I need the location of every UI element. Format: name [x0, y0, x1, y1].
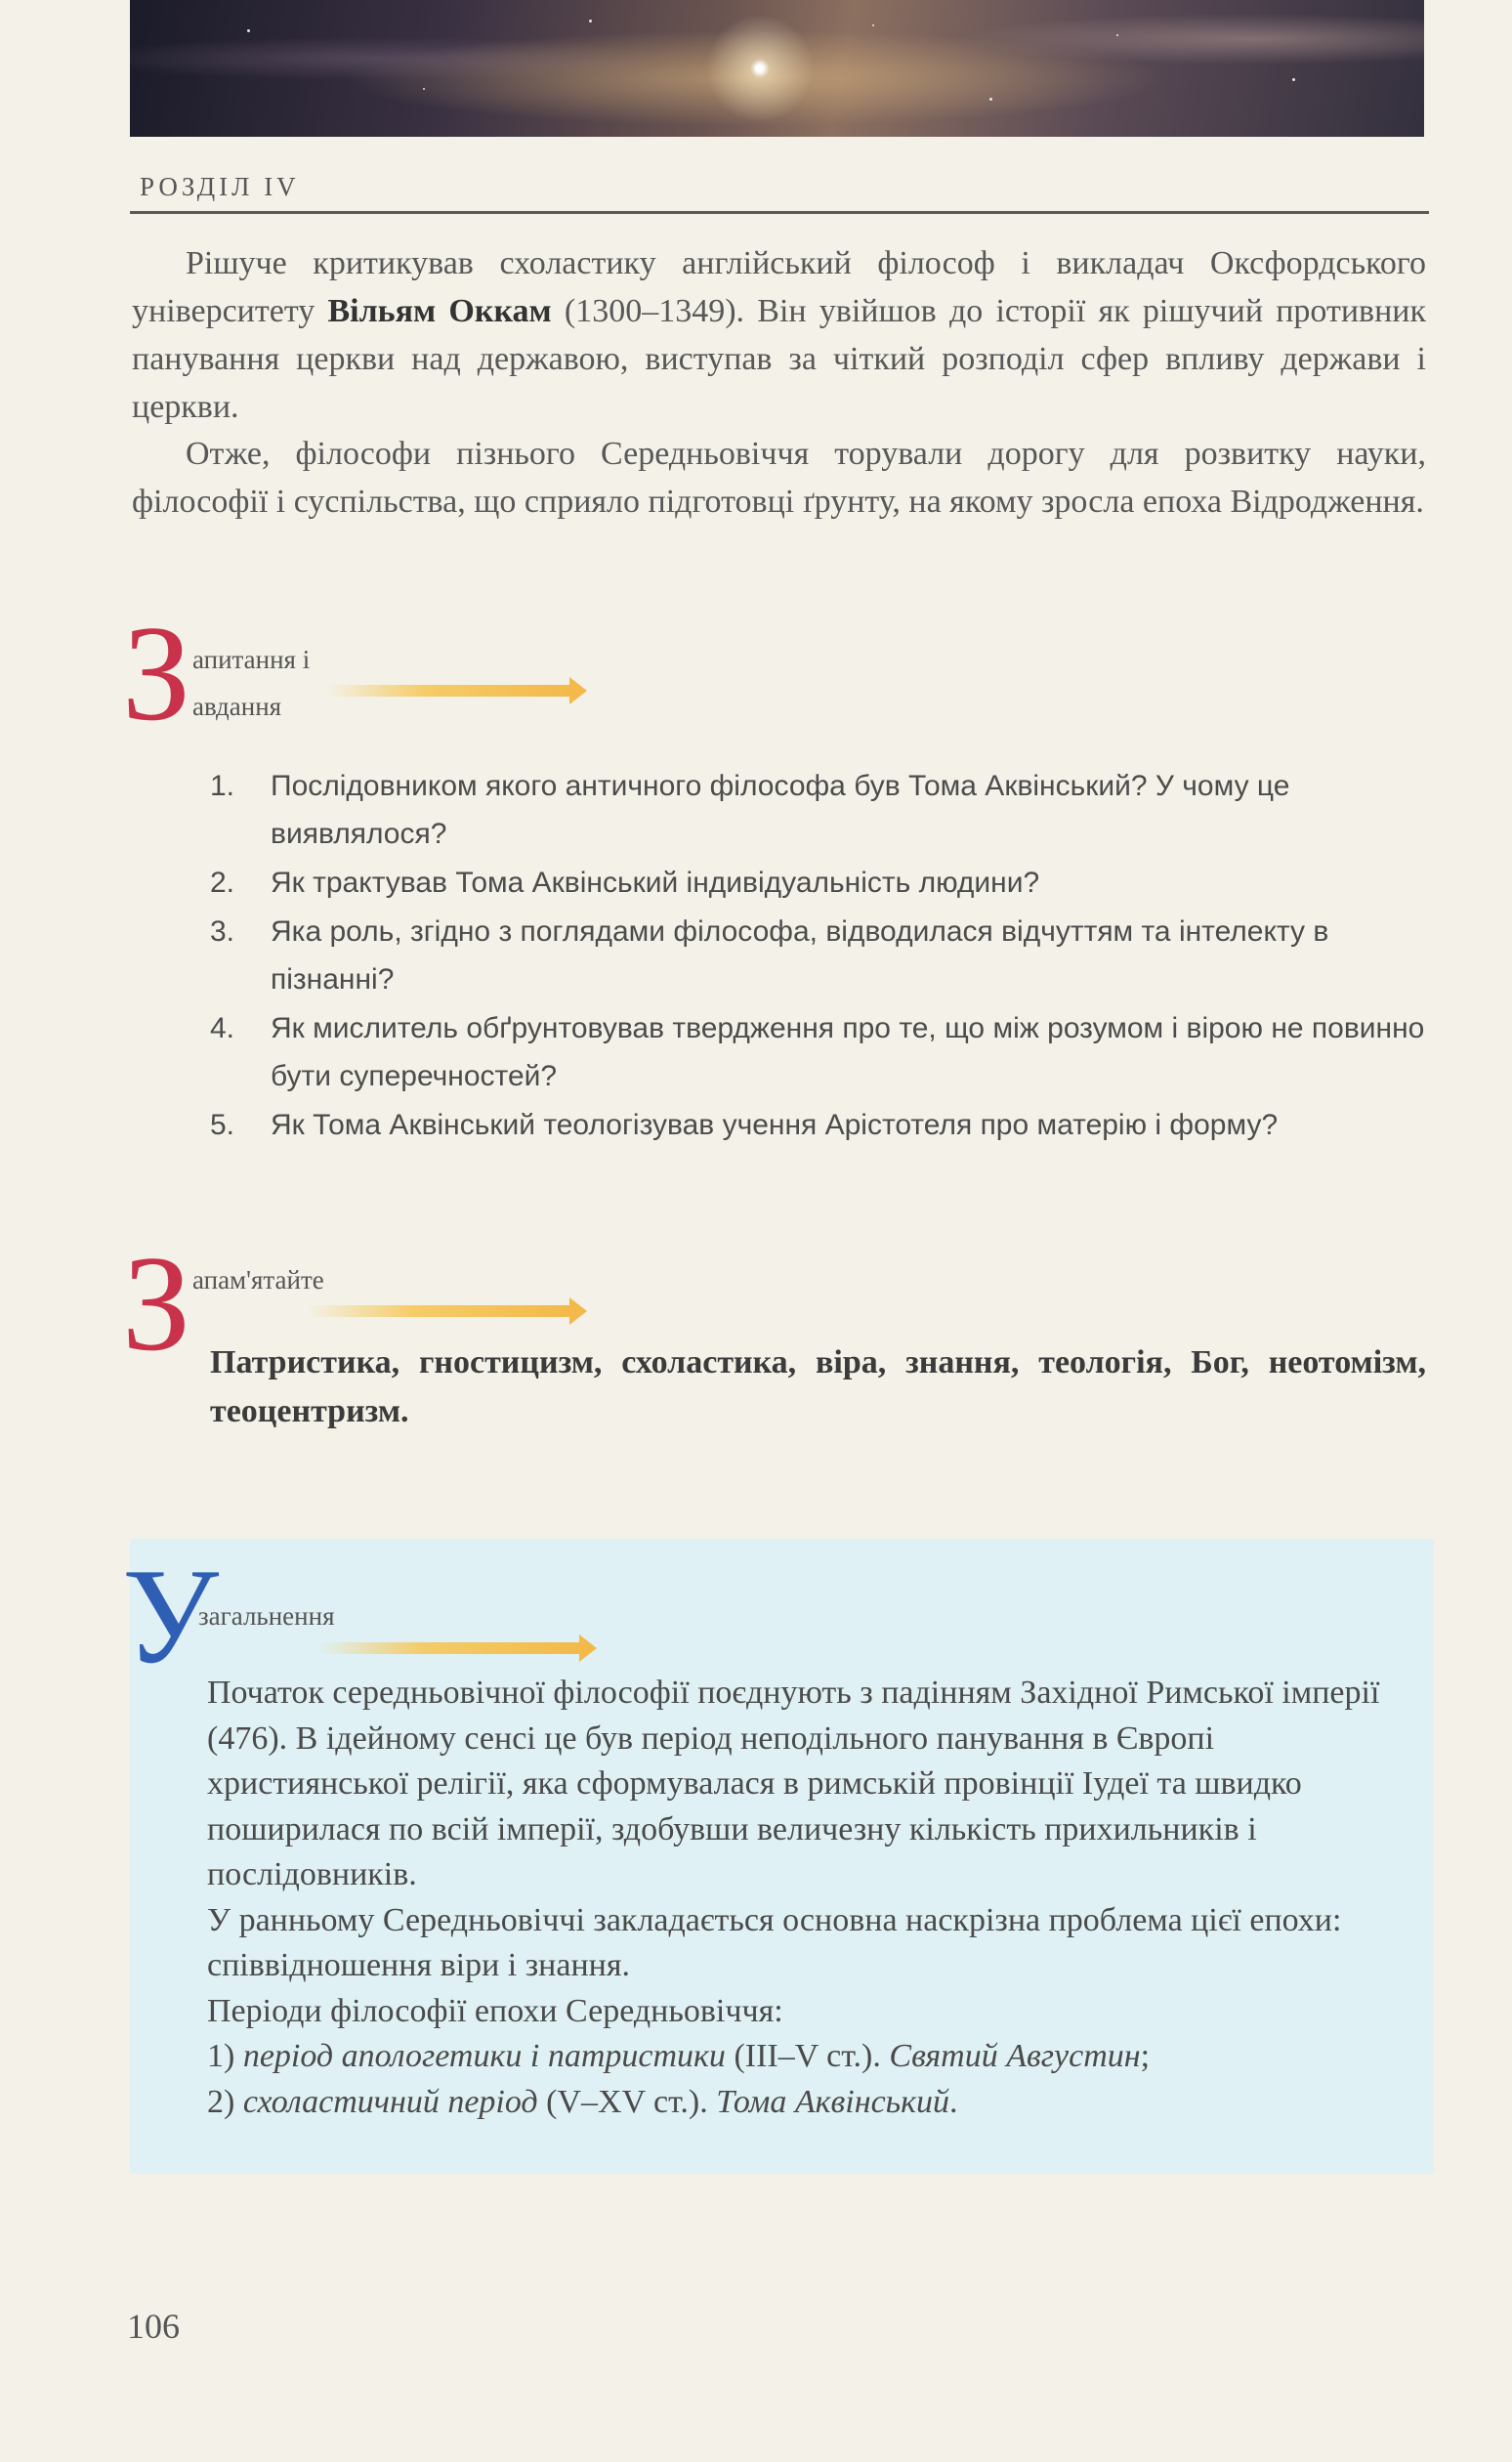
paragraph-ockham-text-a: Рішуче критикував схоластику англійський філософ і викладач Оксфордського університету: [132, 245, 1426, 329]
paragraph-ockham-text-b: (1300–1349). Він увійшов до історії як рішучий противник панування церкви над державою, виступав за чіткий розподіл сфер впливу держави і церкви.: [132, 293, 1426, 425]
section-header: РОЗДІЛ IV: [140, 172, 300, 201]
question-number: 2.: [210, 867, 235, 899]
question-number: 4.: [210, 1012, 235, 1044]
question-text: Послідовником якого античного філософа був Тома Аквінський? У чому це виявлялося?: [271, 770, 1290, 850]
list-item: [210, 859, 1431, 907]
list-item: [210, 1004, 1431, 1100]
question-number: 3.: [210, 915, 235, 948]
question-number: 5.: [210, 1109, 235, 1141]
summary-initial-letter: У: [122, 1541, 220, 1692]
list-item: [210, 908, 1431, 1003]
question-text: Яка роль, згідно з поглядами філософа, відводилася відчуттям та інтелекту в пізнанні?: [271, 915, 1329, 996]
key-terms: Патристика, гностицизм, схоластика, віра, знання, теологія, Бог, неотомізм, теоцентризм.: [210, 1344, 1426, 1429]
period-number: 2): [207, 2083, 243, 2120]
period-name: схоластичний період: [242, 2083, 538, 2120]
summary-text: [207, 1671, 1394, 2125]
period-punct: .: [949, 2083, 958, 2120]
header-banner-image: [130, 0, 1424, 137]
questions-arrow-icon: [327, 685, 571, 697]
summary-paragraph-1: Початок середньовічної філософії поєднують з падінням Західної Римської імперії (476). В ідейному сенсі це був період неподільного панування в Європі християнської релігії, яка сформувалася в римській провінції Іудеї та швидко поширилася по всій імперії, здобувши величезну кількість прихильників і послідовників.: [207, 1675, 1380, 1892]
remember-heading-line1: апам'ятайте: [192, 1265, 324, 1295]
remember-arrow-icon: [308, 1305, 571, 1317]
questions-list: [210, 762, 1431, 1150]
paragraph-ockham: [132, 239, 1426, 431]
ockham-name: Вільям Оккам: [327, 293, 552, 329]
summary-arrow-icon: [317, 1642, 581, 1654]
question-number: 1.: [210, 770, 235, 802]
period-person: Тома Аквінський: [716, 2083, 950, 2120]
questions-heading: [122, 598, 513, 752]
period-person: Святий Августин: [889, 2038, 1141, 2074]
questions-heading-line2: авдання: [192, 692, 282, 721]
remember-initial-letter: З: [122, 1228, 191, 1380]
summary-paragraph-3: Періоди філософії епохи Середньовіччя:: [207, 1992, 783, 2029]
questions-initial-letter: З: [122, 598, 191, 749]
summary-heading-line1: загальнення: [198, 1601, 335, 1631]
period-punct: ;: [1140, 2038, 1151, 2074]
period-item-1: [207, 2034, 1394, 2080]
period-name: період апологетики і патристики: [242, 2038, 726, 2074]
page-number: 106: [127, 2307, 180, 2346]
header-divider: [130, 211, 1429, 214]
period-number: 1): [207, 2038, 243, 2074]
period-dates: (V–XV ст.).: [537, 2083, 717, 2120]
period-dates: (III–V ст.).: [725, 2038, 890, 2074]
questions-heading-line1: апитання і: [192, 645, 311, 674]
period-item-2: [207, 2080, 1394, 2126]
question-text: Як трактував Тома Аквінський індивідуальність людини?: [271, 867, 1040, 899]
question-text: Як мислитель обґрунтовував твердження про те, що між розумом і вірою не повинно бути суперечностей?: [271, 1012, 1425, 1092]
question-text: Як Тома Аквінський теологізував учення Арістотеля про матерію і форму?: [271, 1109, 1279, 1141]
list-item: [210, 762, 1431, 858]
paragraph-conclusion: Отже, філософи пізнього Середньовіччя торували дорогу для розвитку науки, філософії і суспільства, що сприяло підготовці ґрунту, на якому зросла епоха Відродження.: [132, 436, 1426, 520]
list-item: [210, 1101, 1431, 1149]
summary-paragraph-2: У ранньому Середньовіччі закладається основна наскрізна проблема цієї епохи: співвідношення віри і знання.: [207, 1901, 1342, 1983]
